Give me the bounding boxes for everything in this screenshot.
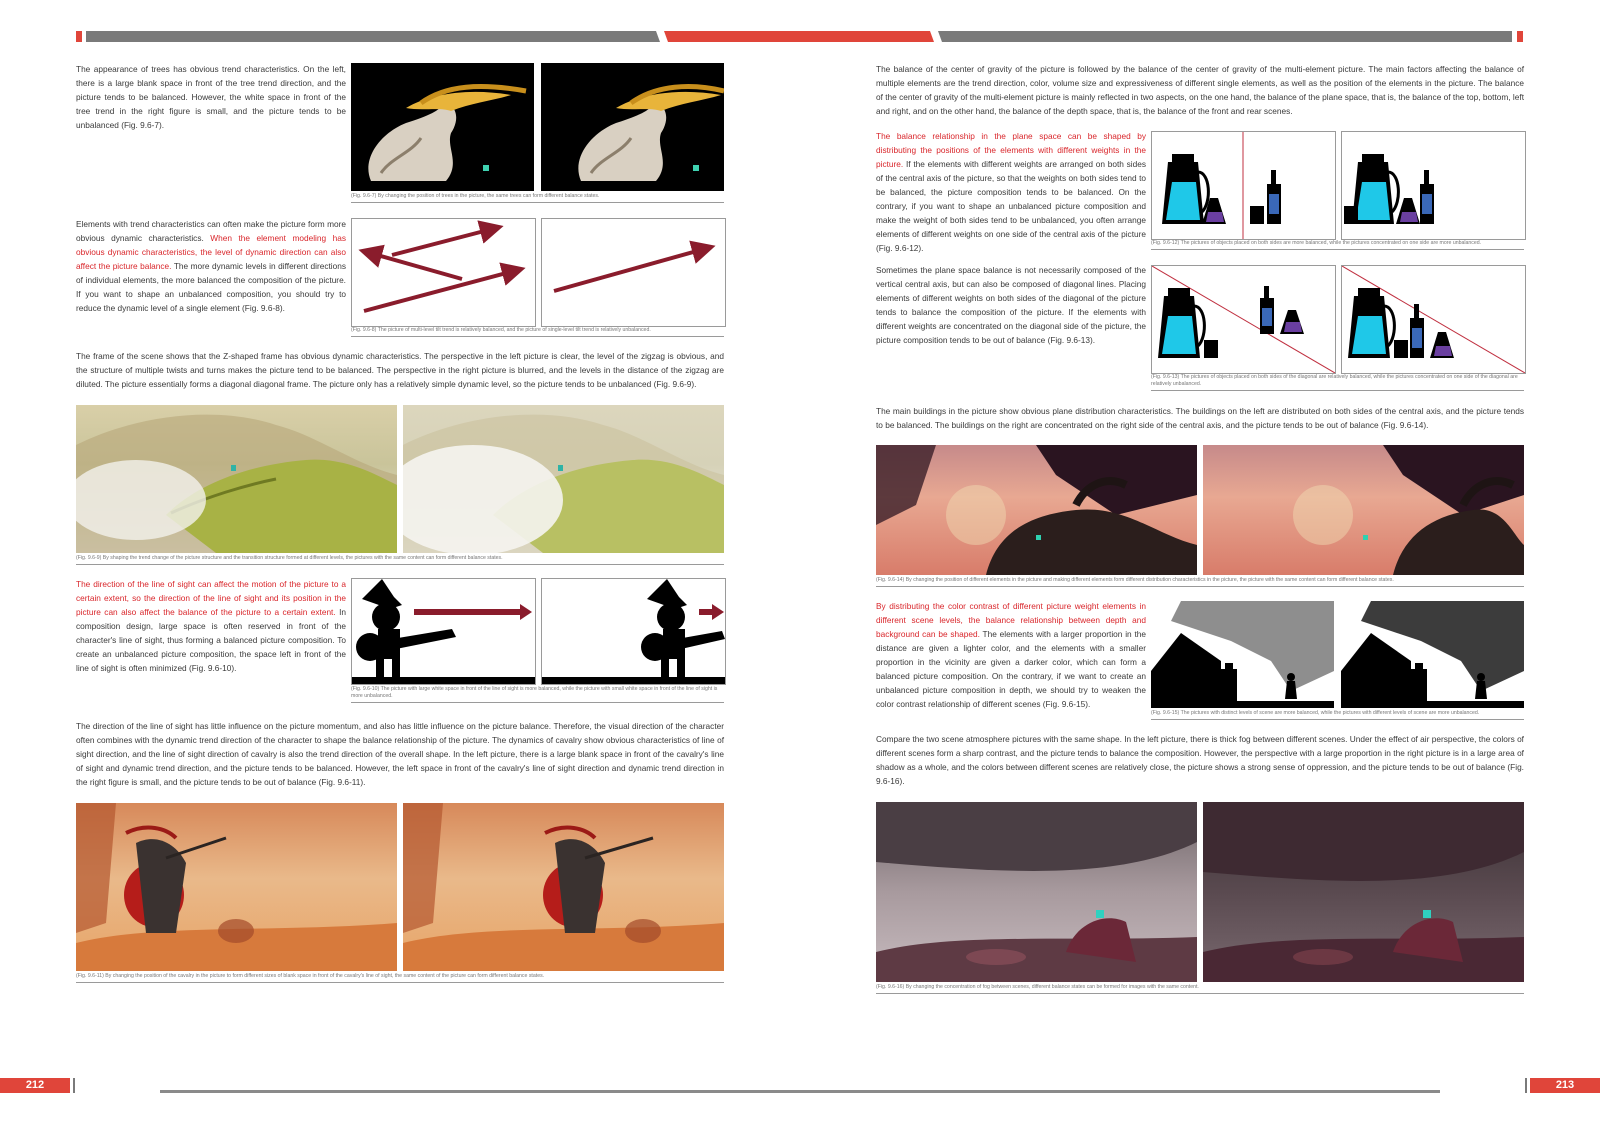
figure-9-6-10-caption: (Fig. 9.6-10) The picture with large white space in front of the line of sight is more balanced, while the picture with small white space in front of the line of sight is more unbalanced. (351, 686, 724, 703)
figure-9-6-11-caption: (Fig. 9.6-11) By changing the position of the cavalry in the picture to form different sizes of blank space in front of the cavalry's line of sight, the same content of the picture can form different balance states. (76, 973, 724, 983)
figure-9-6-11-right-image (403, 803, 724, 971)
left-footer-tick (73, 1078, 75, 1093)
figure-9-6-14-left-image (876, 445, 1197, 575)
right-footer-tick (1525, 1078, 1527, 1093)
figure-9-6-10-right-image (541, 578, 726, 685)
right-p5-highlight: By distributing the color contrast of different picture weight elements in different scene levels, the balance relationship between depth and background can be shaped. (876, 601, 1146, 639)
figure-9-6-13-caption: (Fig. 9.6-13) The pictures of objects placed on both sides of the diagonal are relatively balanced, while the pictures concentrated on one side of the diagonal are relatively unbalanced. (1151, 374, 1524, 391)
figure-9-6-12-right-image (1341, 131, 1526, 240)
left-p2-text-a: Elements with trend characteristics can often make the picture form more obvious dynamic characteristics. (76, 219, 346, 243)
figure-9-6-9-caption: (Fig. 9.6-9) By shaping the trend change of the picture structure and the transition structure formed at different levels, the pictures with the same content can form different balance states. (76, 555, 724, 565)
figure-9-6-12-left-image (1151, 131, 1336, 240)
figure-9-6-7-caption: (Fig. 9.6-7) By changing the position of trees in the picture, the same trees can form different balance states. (351, 193, 724, 203)
right-p5-text-b: The elements with a larger proportion in the distance are given a lighter color, and the elements with a smaller proportion in the vicinity are given a darker color, which can form a balanced picture composition. On the contrary, if we want to create an unbalanced picture composition in depth, we should try to weaken the color contrast relationship of different scenes (Fig. 9.6-15). (876, 629, 1146, 709)
right-paragraph-4: The main buildings in the picture show obvious plane distribution characteristics. The buildings on the left are distributed on both sides of the central axis, and the picture tends to be balanced. The buildings on the right are concentrated on the right side of the central axis, and the picture tends to be out of balance (Fig. 9.6-14). (876, 406, 1524, 430)
left-p4-highlight: The direction of the line of sight can affect the motion of the picture to a certain extent, so the direction of the line of sight and its position in the picture can also affect the balance of the picture to a certain extent. (76, 579, 346, 617)
right-p2-highlight: The balance relationship in the plane space can be shaped by distributing the positions of the elements with different weights in the picture. (876, 131, 1146, 169)
figure-9-6-7-right-image (541, 63, 724, 191)
left-paragraph-2 (76, 217, 346, 315)
figure-9-6-8-caption: (Fig. 9.6-8) The picture of multi-level tilt trend is relatively balanced, and the picture of single-level tilt trend is relatively unbalanced. (351, 327, 724, 337)
figure-9-6-9-left-image (76, 405, 397, 553)
left-paragraph-4 (76, 577, 346, 675)
figure-9-6-15-caption: (Fig. 9.6-15) The pictures with distinct levels of scene are more balanced, while the pictures with different levels of scene are more unbalanced. (1151, 710, 1524, 720)
left-page-number: 212 (0, 1078, 70, 1093)
right-paragraph-1: The balance of the center of gravity of the picture is followed by the balance of the center of gravity of the multi-element picture. The main factors affecting the balance of multiple elements are the trend direction, color, volume size and expressiveness of different single elements, as well as the position of the elements in the picture. The balance of the center of gravity of the multi-element picture is mainly reflected in two aspects, on the one hand, the balance of the plane space, that is, the balance of the top, bottom, left and right, and on the other hand, the balance of the depth space, that is, the balance of the front and rear scenes. (876, 64, 1524, 116)
right-paragraph-6: Compare the two scene atmosphere pictures with the same shape. In the left picture, there is thick fog between different scenes. Under the effect of air perspective, the colors of different scenes form a sharp contrast, and the picture tends to balance the composition. However, the perspective with a large proportion in the right picture is in a large area of shadow as a whole, and the colors between different scenes are relatively close, the picture shows a strong sense of oppression, and the picture tends to be out of balance (Fig. 9.6-16). (876, 734, 1524, 786)
right-page-number: 213 (1530, 1078, 1600, 1093)
figure-9-6-15-right-image (1341, 601, 1524, 708)
left-p2-highlight: When the element modeling has obvious dynamic characteristics, the level of dynamic direction can also affect the picture balance. (76, 233, 346, 271)
figure-9-6-12-caption: (Fig. 9.6-12) The pictures of objects placed on both sides are more balanced, while the pictures concentrated on one side are more unbalanced. (1151, 240, 1524, 250)
right-paragraph-3: Sometimes the plane space balance is not necessarily composed of the vertical central axis, but can also be composed of diagonal lines. Placing elements of different weights on both sides of the diagonal of the picture tends to balance the composition of the picture. If the elements with different weights are concentrated on the diagonal side of the picture, the picture composition tends to be out of balance (Fig. 9.6-13). (876, 265, 1146, 345)
figure-9-6-11-left-image (76, 803, 397, 971)
top-header-bar (0, 30, 1600, 44)
figure-9-6-14-caption: (Fig. 9.6-14) By changing the position of different elements in the picture and making different elements form different distribution characteristics in the picture, the picture with the same content can form different balance states. (876, 577, 1524, 587)
right-paragraph-2 (876, 129, 1146, 255)
figure-9-6-10-left-image (351, 578, 536, 685)
figure-9-6-8-left-image (351, 218, 536, 327)
figure-9-6-15-left-image (1151, 601, 1334, 708)
left-paragraph-1: The appearance of trees has obvious trend characteristics. On the left, there is a large blank space in front of the tree trend direction, and the picture tends to be balanced. However, the white space in front of the tree trend in the right figure is small, and the picture tends to be unbalanced (Fig. 9.6-7). (76, 64, 346, 130)
figure-9-6-14-right-image (1203, 445, 1524, 575)
right-p2-text-b: If the elements with different weights are arranged on both sides of the central axis of the picture, so that the weights on both sides tend to be balanced, the picture composition tends to be balanced. On the contrary, if you want to shape an unbalanced picture composition and make the weight of both sides tend to be unbalanced, you often arrange elements of different weights on one side of the central axis of the picture (Fig. 9.6-12). (876, 159, 1146, 253)
left-paragraph-5: The direction of the line of sight has little influence on the picture momentum, and also has little influence on the picture balance. Therefore, the visual direction of the character often combines with the dynamic trend direction of the character to shape the balance relationship of the picture. The dynamics of cavalry show obvious characteristics of line of sight direction, and the line of sight direction of cavalry is also the trend direction of the overall shape. In the left picture, there is a large blank space in front of the cavalry's line of sight and dynamic trend direction, and the picture tends to be balanced. However, the left space in front of the cavalry's line of sight direction and dynamic trend direction in the right figure is small, and the picture tends to be out of balance (Fig. 9.6-11). (76, 721, 724, 787)
right-paragraph-5 (876, 599, 1146, 711)
left-paragraph-3: The frame of the scene shows that the Z-shaped frame has obvious dynamic characteristics. The perspective in the left picture is clear, the level of the zigzag is obvious, and the structure of multiple twists and turns makes the picture tend to be balanced. The perspective in the right picture is blurred, and the levels in the distance of the zigzag are diluted. The picture essentially forms a diagonal diagonal frame. The picture only has a relatively simple dynamic level, so the picture tends to be unbalanced (Fig. 9.6-9). (76, 351, 724, 389)
figure-9-6-7-left-image (351, 63, 534, 191)
figure-9-6-16-caption: (Fig. 9.6-16) By changing the concentration of fog between scenes, different balance states can be formed for images with the same content. (876, 984, 1524, 994)
figure-9-6-8-right-image (541, 218, 726, 327)
figure-9-6-9-right-image (403, 405, 724, 553)
left-p4-text-b: In composition design, large space is often reserved in front of the character's line of sight, thus forming a balanced picture composition. To create an unbalanced picture composition, the space left in front of the line of sight is often minimized (Fig. 9.6-10). (76, 607, 346, 673)
figure-9-6-13-left-image (1151, 265, 1336, 374)
figure-9-6-16-right-image (1203, 802, 1524, 982)
footer-divider-line (160, 1090, 1440, 1093)
figure-9-6-13-right-image (1341, 265, 1526, 374)
figure-9-6-16-left-image (876, 802, 1197, 982)
left-p2-text-b: The more dynamic levels in different directions of individual elements, the more balanced the composition of the picture. If you want to shape an unbalanced composition, you should try to reduce the dynamic level of a single element (Fig. 9.6-8). (76, 261, 346, 313)
